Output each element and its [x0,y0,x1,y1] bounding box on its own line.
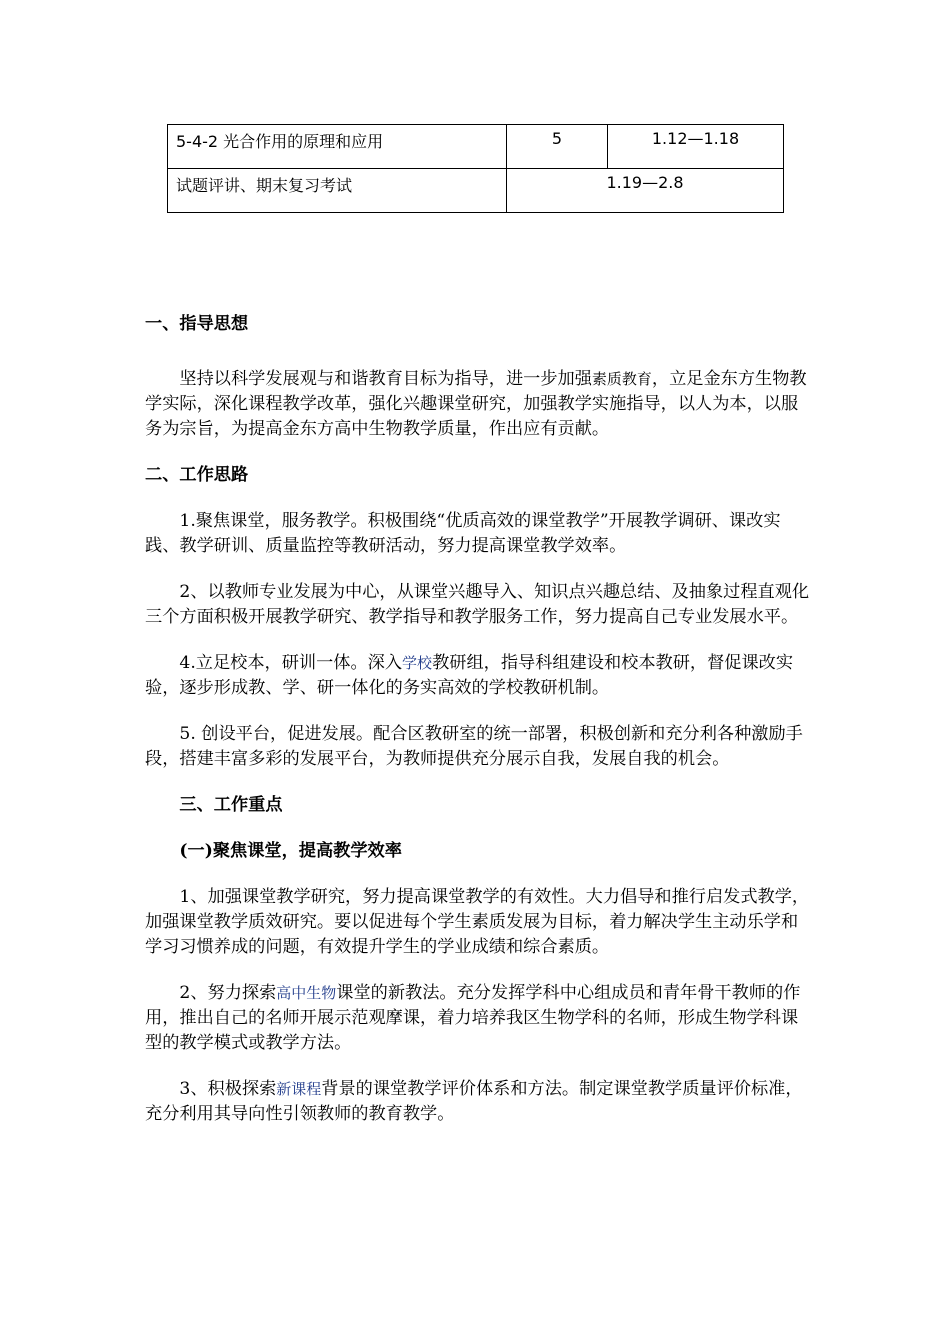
link-new-curriculum[interactable]: 新课程 [276,1080,322,1098]
schedule-table [167,124,784,213]
section-heading: 一、指导思想 [145,314,249,334]
paragraph: 2、以教师专业发展为中心，从课堂兴趣导入、知识点兴趣总结、及抽象过程直观化三个方面积极开展教学研究、教学指导和教学服务工作，努力提高自己专业发展水平。 [145,582,810,627]
text-run: 4.立足校本，研训一体。深入 [179,653,403,673]
paragraph [145,1077,810,1127]
table-row [168,125,784,169]
text-run: 教研组，指导科组建设和校本教研，督促课改实验，逐步形成教、学、研一体化的务实高效的学校教研机制。 [145,653,794,698]
table-cell-dates: 1.19—2.8 [507,169,784,213]
subsection-heading: (一)聚焦课堂，提高教学效率 [179,841,402,861]
text-run: 坚持以科学发展观与和谐教育目标为指导，进一步加强 [179,369,592,389]
table-row [168,169,784,213]
table-cell-hours: 5 [507,125,608,169]
paragraph: 5. 创设平台，促进发展。配合区教研室的统一部署，积极创新和充分利各种激励手段，搭建丰富多彩的发展平台，为教师提供充分展示自我，发展自我的机会。 [145,724,803,769]
paragraph [145,981,810,1056]
text-run: 课堂的新教法。充分发挥学科中心组成员和青年骨干教师的作用，推出自己的名师开展示范观摩课，着力培养我区生物学科的名师，形成生物学科课型的教学模式或教学方法。 [145,983,801,1053]
link-high-school-biology[interactable]: 高中生物 [276,984,337,1002]
paragraph: 1、加强课堂教学研究，努力提高课堂教学的有效性。大力倡导和推行启发式教学，加强课堂教学质效研究。要以促进每个学生素质发展为目标，着力解决学生主动乐学和学习习惯养成的问题，有效提升学生的学业成绩和综合素质。 [145,887,810,957]
document-body [145,312,810,1127]
paragraph: 1.聚焦课堂，服务教学。积极围绕“优质高效的课堂教学”开展教学调研、课改实践、教学研训、质量监控等教研活动，努力提高课堂教学效率。 [145,511,781,556]
section-heading: 三、工作重点 [179,795,283,815]
paragraph [145,651,810,701]
text-run: ，立足金东方生物教学实际，深化课程教学改革，强化兴趣课堂研究，加强教学实施指导，以人为本，以服务为宗旨，为提高金东方高中生物教学质量，作出应有贡献。 [145,369,807,439]
text-run: 背景的课堂教学评价体系和方法。制定课堂教学质量评价标准，充分利用其导向性引领教师的教育教学。 [145,1079,803,1124]
table-cell-dates: 1.12—1.18 [608,125,784,169]
text-run: 3、积极探索 [179,1079,277,1099]
link-school[interactable]: 学校 [402,654,433,672]
paragraph [145,367,810,442]
text-run: 素质教育 [591,370,652,388]
section-heading: 二、工作思路 [145,465,249,485]
table-cell-topic: 5-4-2 光合作用的原理和应用 [168,125,507,169]
text-run: 2、努力探索 [179,983,277,1003]
table-cell-topic: 试题评讲、期末复习考试 [168,169,507,213]
